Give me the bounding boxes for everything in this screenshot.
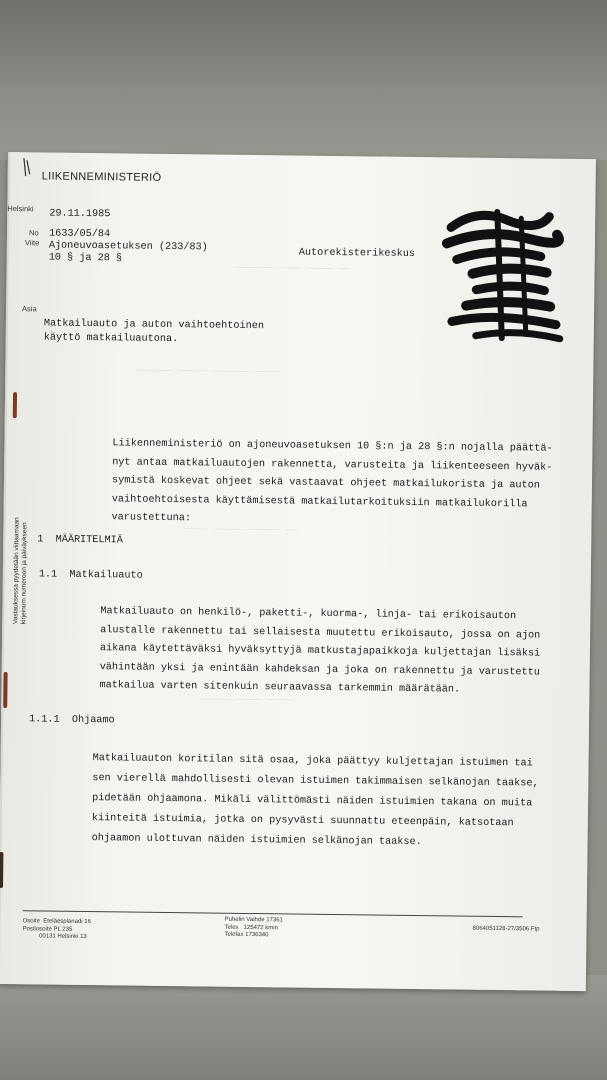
paragraph-line: nyt antaa matkailuautojen rakennetta, varusteita ja liikenteeseen hyväk- (112, 456, 553, 474)
paragraph-line: ohjaamon ulottuvan näiden istuimien selkänojan taakse. (91, 833, 422, 849)
section-number: 1.1.1 (28, 714, 60, 726)
letter-number: 1633/05/84 (48, 228, 111, 241)
paragraph-line: Liikenneministeriö on ajoneuvoasetuksen 10 §:n ja 28 §:n nojalla päättä- (112, 438, 553, 455)
paragraph-line: alustalle rakennettu tai sellaisesta muutettu erikoisauto, jossa on ajon (100, 624, 541, 642)
background-bottom (0, 975, 607, 1080)
letter-page (0, 152, 596, 991)
section-title: MÄÄRITELMIÄ (55, 534, 123, 547)
footer-label: Telex (224, 924, 239, 931)
paragraph-line: matkailua varten sitenkuin seuraavassa tarkemmin määrätään. (99, 680, 461, 696)
footer-value: Vaihde 17361 (246, 916, 283, 924)
footer-value: 125472 kmin (243, 924, 278, 931)
side-note-line: kirjeinum numeroon ja päiväykseen (20, 522, 29, 625)
letter-date: 29.11.1985 (49, 208, 111, 221)
section-number: 1.1 (38, 569, 58, 581)
reference-label: Viite (24, 238, 40, 248)
redaction-scribble (436, 197, 566, 349)
recipient: Autorekisterikeskus (298, 247, 416, 260)
subsection-heading (29, 714, 115, 726)
paragraph-line: pidetään ohjaamona. Mikäli välittömästi näiden istuimien takana on muita (92, 793, 533, 810)
footer-label: Telefax (224, 931, 244, 938)
paragraph-line: vähintään yksi ja enintään kahdeksan ja joka on rakennettu ja varustettu (99, 661, 540, 679)
rust-stain (13, 392, 17, 418)
footer-contacts (224, 917, 283, 940)
subsection-heading (39, 569, 143, 581)
showthrough-text: ————— ———— ———— (201, 694, 292, 707)
footer-value: PL 235 (53, 926, 73, 933)
number-label: No (28, 228, 39, 238)
definition-paragraph (99, 603, 540, 701)
footer-address (22, 918, 91, 941)
intro-paragraph (111, 435, 552, 533)
paragraph-line: symistä koskevat ohjeet sekä vastaavat ohjeet matkailukorista ja auton (111, 475, 540, 492)
section-title: Ohjaamo (71, 714, 115, 727)
paragraph-line: varustettuna: (111, 512, 192, 525)
section-heading (37, 534, 123, 546)
paragraph-line: aikana käytettäväksi hyväksyttyjä matkustajapaikkoja kuljettajan lisäksi (99, 643, 541, 660)
footer-value: 1736340 (245, 931, 269, 939)
footer-label: Puhelin (224, 916, 245, 923)
paragraph-line: vaihtoehtoisesta käyttämisestä matkailutarkoituksiin matkailukorilla (111, 493, 528, 510)
showthrough-text: ———— ————— ————— —— (183, 524, 298, 537)
footer-value: Eteläesplanadi 16 (43, 918, 92, 926)
section-title: Matkailuauto (69, 569, 143, 582)
reference-line: 10 § ja 28 § (48, 252, 123, 265)
cab-paragraph (91, 749, 538, 854)
reference-line: Ajoneuvoasetuksen (233/83) (48, 240, 208, 254)
paragraph-line: sen vierellä mahdollisesti olevan istuimen takimmaisen selkänojan taakse, (92, 773, 539, 790)
footer-label: Osoite (22, 918, 40, 925)
rust-stain (3, 672, 7, 708)
rust-stain (0, 852, 3, 888)
form-code: 8064051128-27/3506 Ftp (472, 925, 540, 933)
subject-label: Asia (22, 304, 37, 314)
section-number: 1 (37, 534, 44, 546)
side-note-line: Vastauksessa pyydetään viittaamaan (12, 517, 21, 625)
showthrough-text: —————— ————— —————— ———— (135, 365, 280, 379)
subject-line: käyttö matkailuautona. (43, 332, 179, 346)
paragraph-line: Matkailuauto on henkilö-, paketti-, kuorma-, linja- tai erikoisauton (100, 606, 517, 623)
ministry-name: LIIKENNEMINISTERIÖ (41, 170, 162, 184)
place-label: Helsinki (7, 203, 34, 214)
side-note (12, 464, 30, 624)
paragraph-line: Matkailuauton koritilan sitä osaa, joka päättyy kuljettajan istuimen tai (92, 753, 533, 770)
background-top (0, 0, 607, 160)
showthrough-text: —————— ———— ———— —— (236, 262, 351, 276)
footer-value: 00131 Helsinki 13 (39, 933, 87, 941)
footer-label: Postiosoite (22, 925, 52, 933)
ministry-emblem-icon (20, 156, 42, 178)
paragraph-line: kiinteitä istuimia, jotka on pysyvästi suunnattu eteenpäin, katsotaan (91, 813, 514, 830)
subject-line: Matkailuauto ja auton vaihtoehtoinen (43, 318, 265, 333)
